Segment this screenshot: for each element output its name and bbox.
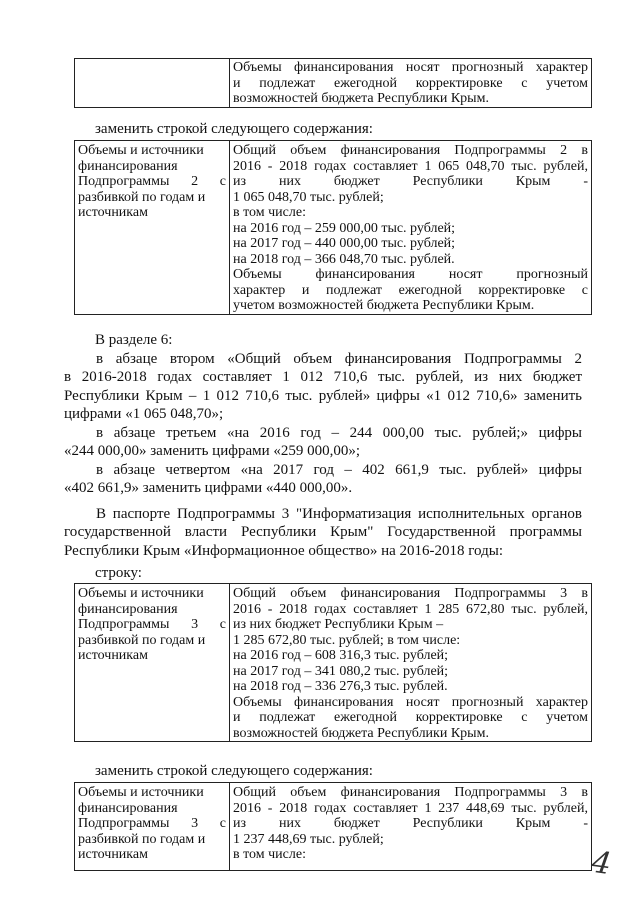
- table-subprogram-3-old: [74, 583, 592, 742]
- replace-intro-2: заменить строкой следующего содержания:: [95, 763, 373, 779]
- sub3new-left-line-1: Объемы и источники: [78, 785, 204, 800]
- sub3old-right-line-8: Объемы финансирования носят прогнозный характер: [233, 694, 588, 710]
- sub3new-right-line-5: в том числе:: [233, 847, 306, 862]
- table-sub3-old-left-cell: [75, 584, 230, 742]
- sub3old-left-line-3: Подпрограммы 3 с: [78, 617, 226, 632]
- s6p1-line-1: в абзаце втором «Общий объем финансирования Подпрограммы 2: [96, 351, 582, 367]
- table-sub3-old-right-cell: [230, 584, 592, 742]
- table-subprogram-2-new: [74, 140, 592, 315]
- s6p1-line-2: в 2016-2018 годах составляет 1 012 710,6 тыс. рублей, из них бюджет: [64, 369, 582, 386]
- sub3old-left-line-1: Объемы и источники: [78, 586, 204, 601]
- sub3new-left-line-4: разбивкой по годам и: [78, 831, 206, 847]
- passport-line-1: В паспорте Подпрограммы 3 "Информатизация исполнительных органов: [96, 506, 582, 522]
- sub3old-right-line-9: и подлежат ежегодной корректировке с учетом: [233, 710, 588, 725]
- passport-3-paragraph: [64, 505, 582, 560]
- s6p1-line-4: цифрами «1 065 048,70»;: [64, 405, 224, 422]
- table-sub2-left-cell: [75, 141, 230, 315]
- s6p3-line-2: «402 661,9» заменить цифрами «440 000,00».: [64, 480, 353, 497]
- sub2-right-line-6: на 2016 год – 259 000,00 тыс. рублей;: [233, 220, 456, 236]
- section-6-paragraph-1: [64, 350, 582, 423]
- table-top-line-3: возможностей бюджета Республики Крым.: [233, 91, 489, 106]
- sub3old-left-line-5: источникам: [78, 648, 148, 663]
- sub2-right-line-10: характер и подлежат ежегодной корректировке с: [233, 282, 588, 298]
- sub3old-left-line-4: разбивкой по годам и: [78, 632, 206, 648]
- section-6-paragraph-2: [64, 424, 582, 461]
- passport-line-2: государственной власти Республики Крым" Государственной программы: [64, 524, 582, 541]
- sub2-right-line-7: на 2017 год – 440 000,00 тыс. рублей;: [233, 236, 456, 251]
- table-sub2-right-cell: [230, 141, 592, 315]
- sub2-right-line-11: учетом возможностей бюджета Республики Крым.: [233, 298, 535, 313]
- sub2-left-line-5: источникам: [78, 205, 148, 220]
- sub2-left-line-2: финансирования: [78, 158, 178, 174]
- sub3old-right-line-4: 1 285 672,80 тыс. рублей; в том числе:: [233, 632, 461, 648]
- table-top-line-2: и подлежат ежегодной корректировке с учетом: [233, 75, 588, 91]
- sub3new-left-line-3: Подпрограммы 3 с: [78, 816, 226, 831]
- table-subprogram-3-new: [74, 782, 592, 871]
- sub3old-right-line-7: на 2018 год – 336 276,3 тыс. рублей.: [233, 679, 448, 694]
- s6p1-line-3: Республики Крым – 1 012 710,6 тыс. рублей» цифры «1 012 710,6» заменить: [64, 387, 582, 404]
- sub2-right-line-3: из них бюджет Республики Крым -: [233, 174, 588, 189]
- sub2-left-line-4: разбивкой по годам и: [78, 189, 206, 205]
- sub3old-right-line-2: 2016 - 2018 годах составляет 1 285 672,80 тыс. рублей,: [233, 601, 588, 617]
- sub3old-right-line-1: Общий объем финансирования Подпрограммы 3 в: [233, 586, 588, 601]
- sub2-left-line-3: Подпрограммы 2 с: [78, 174, 226, 189]
- table-top-continuation: [74, 58, 592, 108]
- sub3new-right-line-2: 2016 - 2018 годах составляет 1 237 448,69 тыс. рублей,: [233, 800, 588, 816]
- sub3new-right-line-1: Общий объем финансирования Подпрограммы 3 в: [233, 785, 588, 800]
- table-top-right-cell: [230, 59, 592, 108]
- sub2-right-line-4: 1 065 048,70 тыс. рублей;: [233, 189, 384, 205]
- passport-line-3: Республики Крым «Информационное общество» на 2016-2018 годы:: [64, 542, 503, 559]
- sub2-right-line-9: Объемы финансирования носят прогнозный: [233, 267, 588, 282]
- table-top-left-cell: [75, 59, 230, 108]
- s6p2-line-1: в абзаце третьем «на 2016 год – 244 000,00 тыс. рублей;» цифры: [96, 425, 582, 441]
- sub3new-right-line-3: из них бюджет Республики Крым -: [233, 816, 588, 831]
- sub3new-right-line-4: 1 237 448,69 тыс. рублей;: [233, 831, 384, 847]
- table-sub3-new-right-cell: [230, 783, 592, 871]
- replace-intro-1: заменить строкой следующего содержания:: [95, 121, 373, 137]
- sub2-left-line-1: Объемы и источники: [78, 143, 204, 158]
- sub3old-right-line-3: из них бюджет Республики Крым –: [233, 617, 444, 632]
- section-6-paragraph-3: [64, 461, 582, 498]
- s6p3-line-1: в абзаце четвертом «на 2017 год – 402 661,9 тыс. рублей» цифры: [96, 462, 582, 478]
- section-6-heading: В разделе 6:: [95, 332, 173, 348]
- sub2-right-line-8: на 2018 год – 366 048,70 тыс. рублей.: [233, 251, 455, 267]
- sub3old-left-line-2: финансирования: [78, 601, 178, 617]
- sub3new-left-line-5: источникам: [78, 847, 148, 862]
- page-number: 4: [589, 844, 614, 883]
- s6p2-line-2: «244 000,00» заменить цифрами «259 000,00»;: [64, 443, 361, 460]
- sub3old-right-line-10: возможностей бюджета Республики Крым.: [233, 725, 489, 741]
- sub2-right-line-2: 2016 - 2018 годах составляет 1 065 048,70 тыс. рублей,: [233, 158, 588, 174]
- table-sub3-new-left-cell: [75, 783, 230, 871]
- sub3old-right-line-6: на 2017 год – 341 080,2 тыс. рублей;: [233, 663, 449, 679]
- table-top-line-1: Объемы финансирования носят прогнозный характер: [233, 60, 588, 75]
- sub3old-right-line-5: на 2016 год – 608 316,3 тыс. рублей;: [233, 648, 449, 663]
- sub2-right-line-5: в том числе:: [233, 205, 306, 220]
- sub3new-left-line-2: финансирования: [78, 800, 178, 816]
- sub2-right-line-1: Общий объем финансирования Подпрограммы 2 в: [233, 143, 588, 158]
- row-intro: строку:: [95, 565, 142, 581]
